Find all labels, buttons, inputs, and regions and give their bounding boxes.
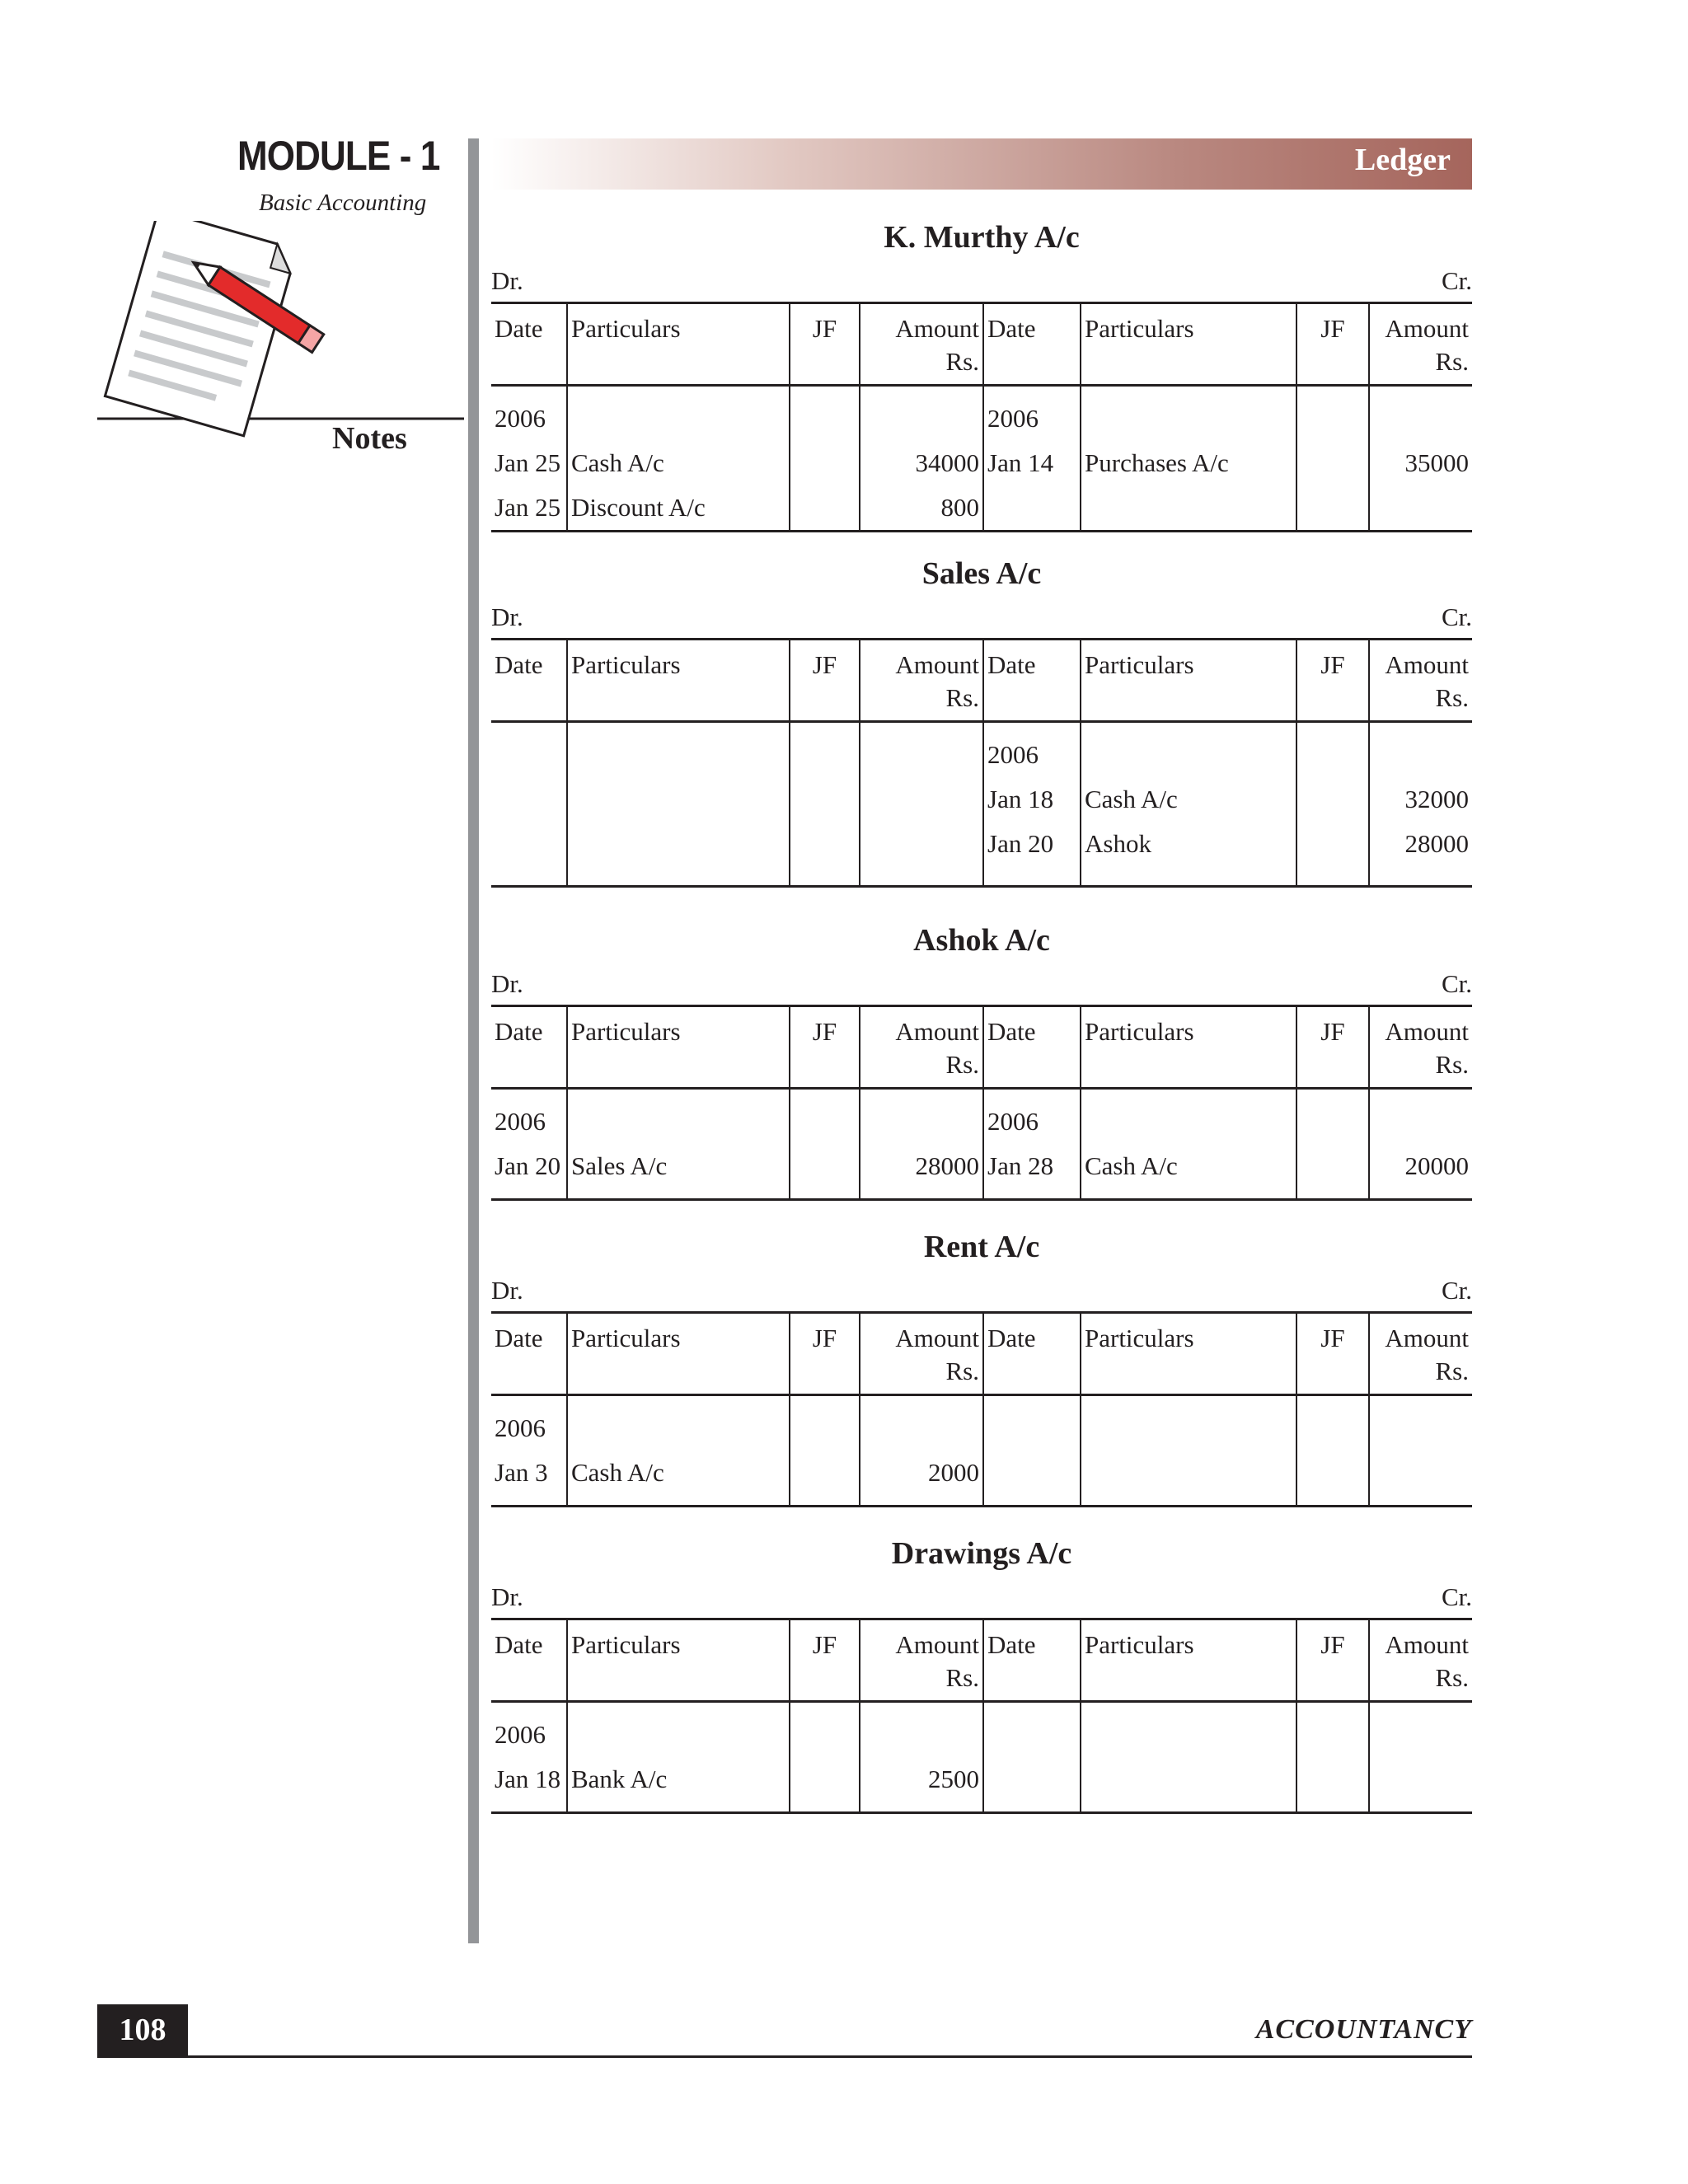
ledger-entry-amount: 35000 — [1404, 448, 1469, 477]
ledger-entry-particulars: Cash A/c — [571, 448, 664, 477]
amount-label: Amount — [1385, 314, 1469, 343]
ledger-entry-date: Jan 20 — [495, 1151, 561, 1180]
rupees-label: Rs. — [945, 347, 979, 376]
credit-particulars-cell — [1081, 1395, 1296, 1507]
ledger-entry-particulars: Cash A/c — [571, 1458, 664, 1487]
amount-label: Amount — [895, 1630, 979, 1659]
dr-cr-row — [491, 1270, 1472, 1311]
debit-date-cell — [491, 1089, 567, 1200]
ledger-entry-date: 2006 — [987, 740, 1039, 769]
ledger-entry-particulars: Cash A/c — [1085, 1151, 1178, 1180]
credit-particulars-cell — [1081, 722, 1296, 887]
ledger-table — [491, 1618, 1472, 1814]
ledger-table — [491, 1311, 1472, 1507]
rupees-label: Rs. — [1435, 1663, 1469, 1692]
ledger-entry-date: Jan 18 — [495, 1765, 561, 1793]
credit-date-cell — [983, 1089, 1081, 1200]
credit-jf-cell — [1296, 1089, 1369, 1200]
ledger-table — [491, 1005, 1472, 1201]
cr-label: Cr. — [1441, 602, 1472, 631]
credit-amount-cell — [1369, 386, 1472, 532]
header-jf: JF — [1296, 303, 1369, 386]
header-amount — [860, 640, 983, 722]
debit-particulars-cell — [567, 1089, 790, 1200]
ledger-entry-date: Jan 14 — [987, 448, 1054, 477]
header-date: Date — [983, 1619, 1081, 1702]
ledger-entry-amount: 32000 — [1404, 785, 1469, 813]
credit-amount-cell — [1369, 1702, 1472, 1813]
header-particulars: Particulars — [567, 1006, 790, 1089]
ledger-entry-date: 2006 — [495, 1413, 546, 1442]
header-date: Date — [983, 1313, 1081, 1395]
debit-particulars-cell — [567, 722, 790, 887]
ledger-entry-date: Jan 3 — [495, 1458, 548, 1487]
ledger-entry-particulars — [571, 1713, 785, 1757]
ledger-entry-particulars — [1085, 733, 1292, 777]
ledger-entry-date: 2006 — [495, 404, 546, 433]
debit-jf-cell — [790, 1089, 860, 1200]
credit-jf-cell — [1296, 1702, 1369, 1813]
ledger-entry-particulars: Cash A/c — [1085, 785, 1178, 813]
header-date: Date — [983, 303, 1081, 386]
header-date: Date — [491, 1313, 567, 1395]
book-title: ACCOUNTANCY — [1255, 2014, 1472, 2045]
footer-rule — [97, 2055, 1472, 2058]
ledger-entry-particulars: Sales A/c — [571, 1151, 668, 1180]
header-amount — [1369, 303, 1472, 386]
amount-label: Amount — [895, 314, 979, 343]
cr-label: Cr. — [1441, 1276, 1472, 1305]
credit-date-cell — [983, 1395, 1081, 1507]
ledger-account — [491, 551, 1472, 888]
header-particulars: Particulars — [567, 640, 790, 722]
header-particulars: Particulars — [1081, 640, 1296, 722]
notes-label: Notes — [332, 421, 407, 456]
debit-jf-cell — [790, 1702, 860, 1813]
debit-amount-cell — [860, 1702, 983, 1813]
header-amount — [860, 1006, 983, 1089]
header-date: Date — [983, 1006, 1081, 1089]
account-title: Ashok A/c — [913, 923, 1050, 958]
debit-date-cell — [491, 1395, 567, 1507]
ledger-entry-amount: 2500 — [928, 1765, 979, 1793]
ledger-entry-amount — [864, 396, 979, 441]
ledger-entry-particulars: Purchases A/c — [1085, 448, 1229, 477]
header-amount — [1369, 640, 1472, 722]
rupees-label: Rs. — [945, 683, 979, 712]
credit-jf-cell — [1296, 722, 1369, 887]
ledger-accounts — [491, 214, 1472, 1814]
header-particulars: Particulars — [567, 303, 790, 386]
credit-amount-cell — [1369, 1395, 1472, 1507]
header-date: Date — [491, 1006, 567, 1089]
header-jf: JF — [790, 1006, 860, 1089]
amount-label: Amount — [1385, 650, 1469, 679]
ledger-entry-particulars: Ashok — [1085, 829, 1151, 858]
ledger-entry-particulars: Bank A/c — [571, 1765, 668, 1793]
rupees-label: Rs. — [1435, 1357, 1469, 1385]
ledger-entry-date: 2006 — [987, 1107, 1039, 1136]
header-jf: JF — [790, 640, 860, 722]
header-particulars: Particulars — [1081, 303, 1296, 386]
ledger-entry-particulars — [571, 1406, 785, 1451]
header-amount — [860, 1313, 983, 1395]
ledger-entry-particulars — [571, 1099, 785, 1144]
page-number: 108 — [97, 2004, 188, 2055]
header-amount — [860, 303, 983, 386]
credit-particulars-cell — [1081, 1702, 1296, 1813]
header-amount — [860, 1619, 983, 1702]
ledger-entry-amount: 28000 — [1404, 829, 1469, 858]
header-particulars: Particulars — [1081, 1619, 1296, 1702]
header-date: Date — [491, 1619, 567, 1702]
debit-date-cell — [491, 386, 567, 532]
debit-date-cell — [491, 1702, 567, 1813]
header-amount — [1369, 1006, 1472, 1089]
ledger-entry-amount: 20000 — [1404, 1151, 1469, 1180]
dr-cr-row — [491, 963, 1472, 1005]
dr-label: Dr. — [491, 1276, 523, 1305]
header-jf: JF — [790, 1313, 860, 1395]
rupees-label: Rs. — [945, 1357, 979, 1385]
ledger-entry-date: Jan 28 — [987, 1151, 1054, 1180]
section-banner — [491, 138, 1472, 190]
amount-label: Amount — [895, 1324, 979, 1352]
debit-jf-cell — [790, 722, 860, 887]
margin-bar — [468, 138, 479, 1943]
header-jf: JF — [790, 303, 860, 386]
header-particulars: Particulars — [567, 1313, 790, 1395]
ledger-account — [491, 1530, 1472, 1814]
header-jf: JF — [1296, 640, 1369, 722]
header-date: Date — [491, 640, 567, 722]
header-amount — [1369, 1313, 1472, 1395]
account-title: K. Murthy A/c — [884, 220, 1080, 255]
debit-amount-cell — [860, 722, 983, 887]
ledger-entry-amount — [864, 1713, 979, 1757]
debit-particulars-cell — [567, 386, 790, 532]
header-jf: JF — [1296, 1006, 1369, 1089]
credit-particulars-cell — [1081, 386, 1296, 532]
account-title: Rent A/c — [923, 1230, 1040, 1264]
ledger-entry-amount: 2000 — [928, 1458, 979, 1487]
header-amount — [1369, 1619, 1472, 1702]
ledger-entry-amount — [864, 1099, 979, 1144]
debit-amount-cell — [860, 386, 983, 532]
ledger-entry-particulars — [1085, 1099, 1292, 1144]
account-title: Sales A/c — [921, 556, 1042, 591]
ledger-entry-date: Jan 18 — [987, 785, 1054, 813]
rupees-label: Rs. — [945, 1663, 979, 1692]
header-particulars: Particulars — [1081, 1313, 1296, 1395]
dr-label: Dr. — [491, 1582, 523, 1611]
rupees-label: Rs. — [1435, 1050, 1469, 1079]
ledger-entry-amount — [864, 1406, 979, 1451]
debit-particulars-cell — [567, 1395, 790, 1507]
amount-label: Amount — [895, 650, 979, 679]
credit-jf-cell — [1296, 386, 1369, 532]
rupees-label: Rs. — [1435, 683, 1469, 712]
ledger-entry-particulars — [1085, 396, 1292, 441]
credit-date-cell — [983, 722, 1081, 887]
dr-label: Dr. — [491, 602, 523, 631]
debit-date-cell — [491, 722, 567, 887]
ledger-table — [491, 302, 1472, 532]
ledger-table — [491, 638, 1472, 888]
ledger-entry-date: 2006 — [495, 1720, 546, 1749]
dr-label: Dr. — [491, 266, 523, 295]
header-jf: JF — [1296, 1619, 1369, 1702]
ledger-entry-date: Jan 25 — [495, 448, 561, 477]
header-date: Date — [983, 640, 1081, 722]
ledger-entry-amount: 800 — [940, 493, 979, 522]
cr-label: Cr. — [1441, 266, 1472, 295]
dr-cr-row — [491, 260, 1472, 302]
credit-amount-cell — [1369, 722, 1472, 887]
rupees-label: Rs. — [1435, 347, 1469, 376]
debit-jf-cell — [790, 386, 860, 532]
credit-date-cell — [983, 386, 1081, 532]
ledger-entry-amount — [1373, 396, 1469, 441]
debit-amount-cell — [860, 1395, 983, 1507]
ledger-entry-amount — [1373, 1099, 1469, 1144]
credit-particulars-cell — [1081, 1089, 1296, 1200]
header-jf: JF — [1296, 1313, 1369, 1395]
dr-cr-row — [491, 1577, 1472, 1618]
header-particulars: Particulars — [567, 1619, 790, 1702]
ledger-entry-date: 2006 — [987, 404, 1039, 433]
amount-label: Amount — [1385, 1630, 1469, 1659]
ledger-entry-date: Jan 20 — [987, 829, 1054, 858]
debit-particulars-cell — [567, 1702, 790, 1813]
ledger-entry-particulars — [571, 396, 785, 441]
credit-date-cell — [983, 1702, 1081, 1813]
amount-label: Amount — [895, 1017, 979, 1046]
header-jf: JF — [790, 1619, 860, 1702]
module-subtitle: Basic Accounting — [259, 190, 427, 216]
ledger-account — [491, 214, 1472, 532]
ledger-account — [491, 917, 1472, 1201]
cr-label: Cr. — [1441, 969, 1472, 998]
ledger-entry-date: 2006 — [495, 1107, 546, 1136]
module-title: MODULE - 1 — [237, 133, 440, 179]
ledger-entry-amount: 34000 — [915, 448, 979, 477]
ledger-entry-particulars: Discount A/c — [571, 493, 706, 522]
dr-cr-row — [491, 597, 1472, 638]
debit-jf-cell — [790, 1395, 860, 1507]
credit-jf-cell — [1296, 1395, 1369, 1507]
amount-label: Amount — [1385, 1324, 1469, 1352]
section-title: Ledger — [1354, 143, 1451, 177]
cr-label: Cr. — [1441, 1582, 1472, 1611]
notes-pencil-icon — [97, 221, 468, 460]
header-date: Date — [491, 303, 567, 386]
rupees-label: Rs. — [945, 1050, 979, 1079]
ledger-entry-amount — [1373, 733, 1469, 777]
account-title: Drawings A/c — [891, 1536, 1072, 1571]
debit-amount-cell — [860, 1089, 983, 1200]
amount-label: Amount — [1385, 1017, 1469, 1046]
ledger-entry-amount: 28000 — [915, 1151, 979, 1180]
ledger-account — [491, 1224, 1472, 1507]
header-particulars: Particulars — [1081, 1006, 1296, 1089]
dr-label: Dr. — [491, 969, 523, 998]
credit-amount-cell — [1369, 1089, 1472, 1200]
ledger-entry-date: Jan 25 — [495, 493, 561, 522]
